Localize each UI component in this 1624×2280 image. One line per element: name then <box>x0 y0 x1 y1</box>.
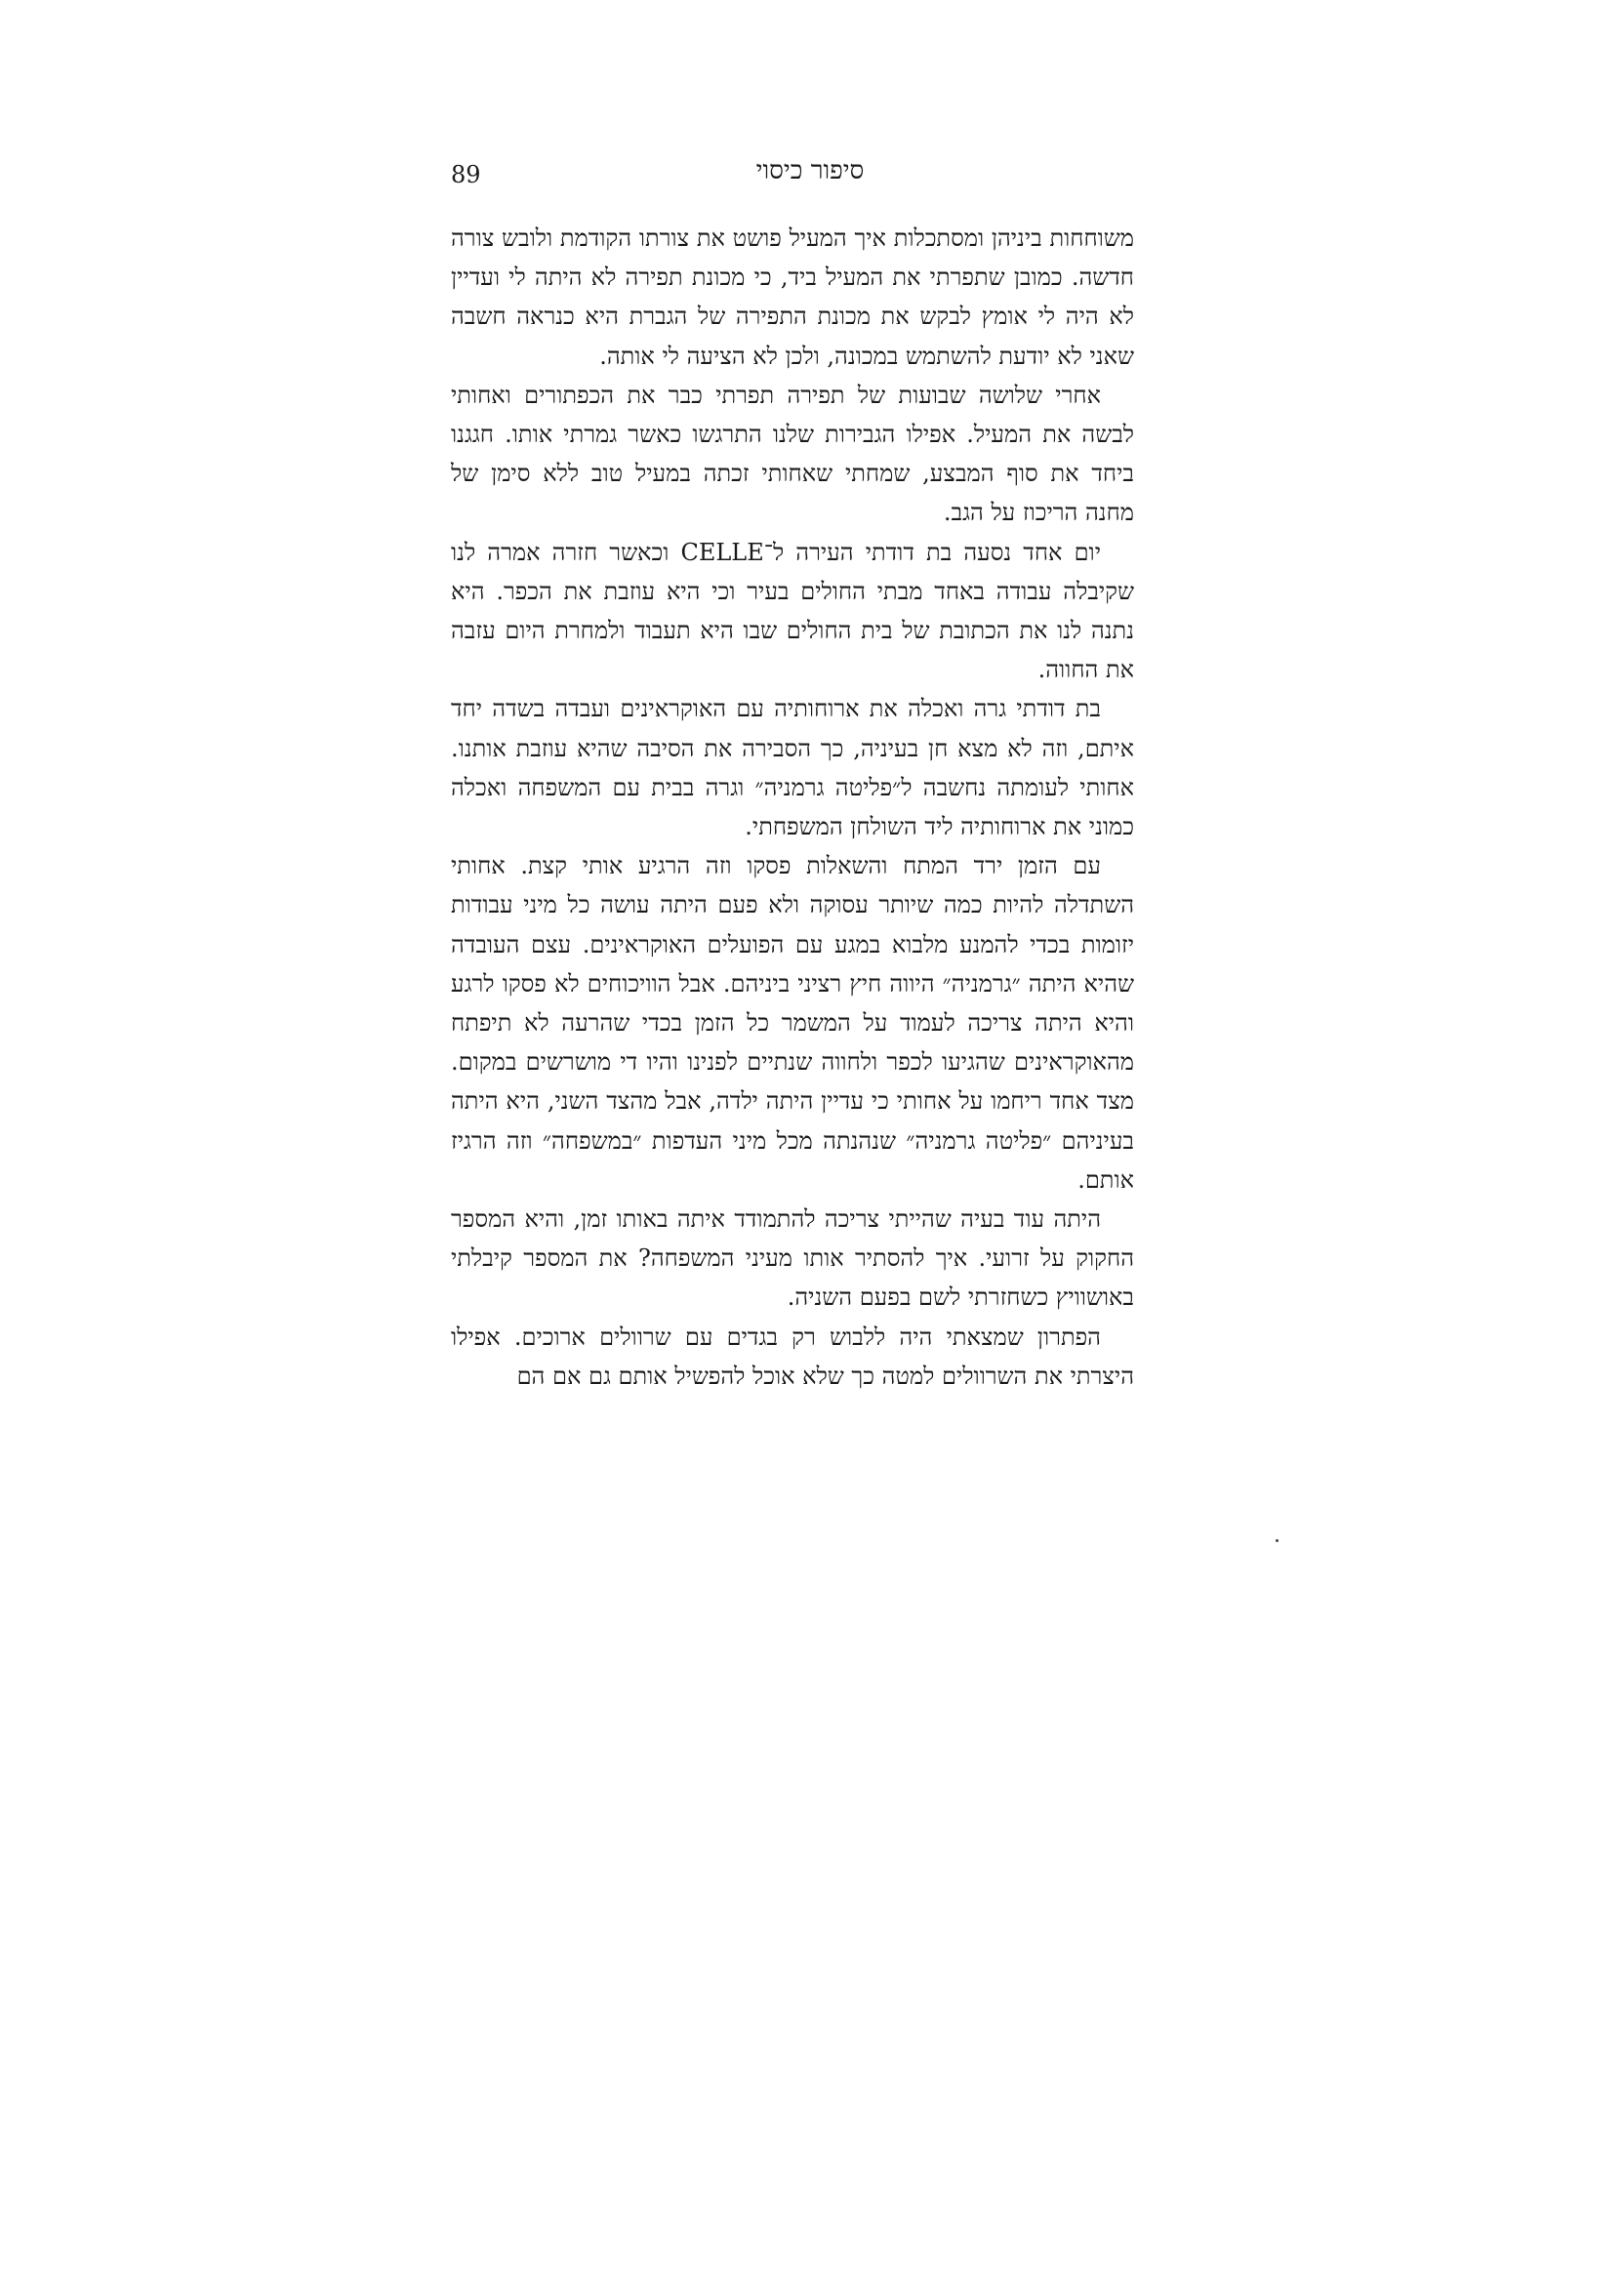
running-header-title: סיפור כיסוי <box>755 156 865 185</box>
paragraph-6: היתה עוד בעיה שהייתי צריכה להתמודד איתה באותו זמן, והיא המספר החקוק על זרועי. איך להסתיר אותו מעיני המשפחה? את המספר קיבלתי באושוויץ כשחזרתי לשם בפעם השניה. <box>451 1205 1134 1312</box>
paragraph-2: אחרי שלושה שבועות של תפירה תפרתי כבר את הכפתורים ואחותי לבשה את המעיל. אפילו הגבירות שלנו התרגשו כאשר גמרתי אותו. חגגנו ביחד את סוף המבצע, שמחתי שאחותי זכתה במעיל טוב ללא סימן של מחנה הריכוז על הגב. <box>451 381 1135 527</box>
paragraph-4: בת דודתי גרה ואכלה את ארוחותיה עם האוקראינים ועבדה בשדה יחד איתם, וזה לא מצא חן בעיניה, כך הסבירה את הסיבה שהיא עוזבת אותנו. אחותי לעומתה נחשבה ל״פליטה גרמניה״ וגרה בבית עם המשפחה ואכלה כמוני את ארוחותיה ליד השולחן המשפחתי. <box>451 695 1134 841</box>
paragraph-3: יום אחד נסעה בת דודתי העירה ל־CELLE וכאשר חזרה אמרה לנו שקיבלה עבודה באחד מבתי החולים בעיר וכי היא עוזבת את הכפר. היא נתנה לנו את הכתובת של בית החולים שבו היא תעבוד ולמחרת היום עזבה את החווה. <box>451 538 1134 684</box>
paragraph-1: משוחחות ביניהן ומסתכלות איך המעיל פושט את צורתו הקודמת ולובש צורה חדשה. כמובן שתפרתי את המעיל ביד, כי מכונת תפירה לא היתה לי ועדיין לא היה לי אומץ לבקש את מכונת התפירה של הגברת היא כנראה חשבה שאני לא יודעת להשתמש במכונה, ולכן לא הציעה לי אותה. <box>451 224 1134 370</box>
paragraph-7: הפתרון שמצאתי היה ללבוש רק בגדים עם שרוולים ארוכים. אפילו היצרתי את השרוולים למטה כך שלא אוכל להפשיל אותם גם אם הם <box>451 1323 1134 1390</box>
scan-speck <box>1276 1539 1279 1542</box>
paragraph-5: עם הזמן ירד המתח והשאלות פסקו וזה הרגיע אותי קצת. אחותי השתדלה להיות כמה שיותר עסוקה ולא פעם היתה עושה כל מיני עבודות יזומות בכדי להמנע מלבוא במגע עם הפועלים האוקראינים. עצם העובדה שהיא היתה ״גרמניה״ היווה חיץ רציני ביניהם. אבל הוויכוחים לא פסקו לרגע והיא היתה צריכה לעמוד על המשמר כל הזמן בכדי שהרעה לא תיפתח מהאוקראינים שהגיעו לכפר ולחווה שנתיים לפנינו והיו די מושרשים במקום. מצד אחד ריחמו על אחותי כי עדיין היתה ילדה, אבל מהצד השני, היא היתה בעיניהם ״פליטה גרמניה״ שנהנתה מכל מיני העדפות ״במשפחה״ וזה הרגיז אותם. <box>451 852 1134 1194</box>
page-number: 89 <box>451 161 481 188</box>
body-text <box>451 219 1134 1396</box>
